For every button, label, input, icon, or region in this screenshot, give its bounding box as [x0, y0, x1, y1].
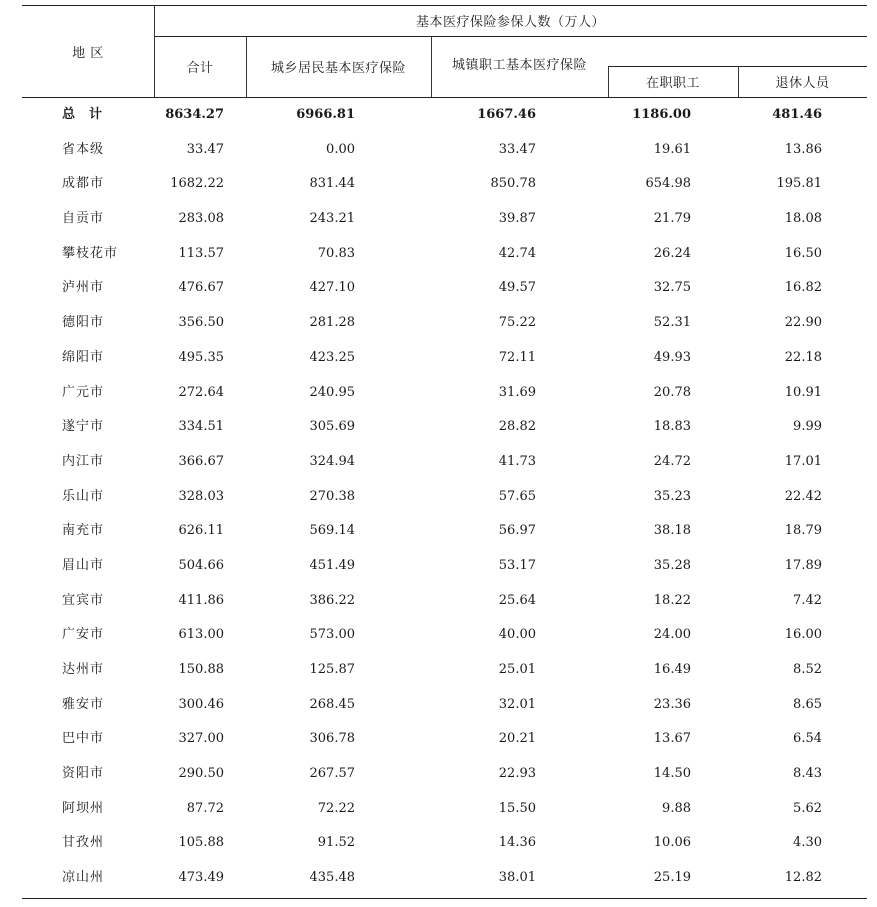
region-cell: 眉山市 [62, 557, 105, 573]
total-cell: 1682.22 [170, 176, 224, 192]
retired-cell: 195.81 [776, 176, 822, 192]
table-row [22, 792, 867, 827]
employee-cell: 57.65 [498, 488, 536, 504]
table-row [22, 376, 867, 411]
insurance-table [22, 0, 867, 907]
in-service-cell: 52.31 [653, 315, 691, 331]
urban-rural-cell: 91.52 [317, 835, 355, 851]
employee-cell: 33.47 [498, 141, 536, 157]
employee-cell: 42.74 [498, 245, 536, 261]
retired-cell: 17.89 [784, 557, 822, 573]
region-cell: 阿坝州 [62, 800, 105, 816]
urban-rural-cell: 324.94 [309, 453, 355, 469]
in-service-cell: 24.72 [653, 453, 691, 469]
retired-cell: 13.86 [784, 141, 822, 157]
urban-rural-cell: 305.69 [309, 419, 355, 435]
retired-cell: 12.82 [784, 870, 822, 886]
region-cell: 泸州市 [62, 280, 105, 296]
region-cell: 雅安市 [62, 696, 105, 712]
total-cell: 327.00 [178, 731, 224, 747]
table-row [22, 722, 867, 757]
urban-rural-cell: 427.10 [309, 280, 355, 296]
table-row [22, 480, 867, 515]
retired-cell: 8.65 [793, 696, 822, 712]
region-cell: 广安市 [62, 627, 105, 643]
urban-rural-cell: 125.87 [309, 662, 355, 677]
in-service-cell: 35.23 [653, 488, 691, 504]
total-cell: 334.51 [178, 419, 224, 435]
urban-rural-cell: 573.00 [309, 627, 355, 643]
retired-cell: 16.00 [784, 627, 822, 643]
employee-cell: 25.01 [498, 662, 536, 677]
employee-cell: 25.64 [498, 592, 536, 608]
in-service-cell: 32.75 [653, 280, 691, 296]
table-body [22, 98, 867, 896]
region-cell: 德阳市 [62, 315, 105, 331]
table-row [22, 514, 867, 549]
region-cell: 广元市 [62, 384, 105, 400]
retired-cell: 18.79 [784, 523, 822, 539]
region-cell: 自贡市 [62, 211, 105, 227]
table-row [22, 341, 867, 376]
region-cell: 巴中市 [62, 731, 105, 747]
in-service-cell: 38.18 [653, 523, 691, 539]
urban-rural-cell: 281.28 [309, 315, 355, 331]
employee-cell: 14.36 [498, 835, 536, 851]
table-row [22, 133, 867, 168]
urban-rural-cell: 268.45 [309, 696, 355, 712]
retired-cell: 22.18 [784, 349, 822, 365]
urban-rural-cell: 70.83 [317, 245, 355, 261]
urban-rural-cell: 569.14 [309, 523, 355, 539]
urban-rural-cell: 72.22 [317, 800, 355, 816]
employee-cell: 22.93 [498, 766, 536, 782]
employee-cell: 49.57 [498, 280, 536, 296]
region-cell: 攀枝花市 [62, 245, 119, 261]
retired-cell: 18.08 [784, 211, 822, 227]
in-service-cell: 20.78 [653, 384, 691, 400]
region-cell: 凉山州 [62, 870, 105, 886]
urban-rural-cell: 451.49 [309, 557, 355, 573]
retired-cell: 8.43 [793, 766, 822, 782]
retired-header: 退休人员 [775, 76, 830, 91]
urban-rural-cell: 386.22 [309, 592, 355, 608]
table-row [22, 271, 867, 306]
retired-cell: 481.46 [772, 107, 822, 122]
employee-cell: 56.97 [498, 523, 536, 539]
employee-cell: 32.01 [498, 696, 536, 712]
table-row [22, 826, 867, 861]
total-cell: 411.86 [178, 592, 224, 608]
in-service-cell: 18.83 [653, 419, 691, 435]
retired-cell: 16.50 [784, 245, 822, 261]
total-cell: 504.66 [178, 557, 224, 573]
region-cell: 资阳市 [62, 766, 105, 782]
urban-rural-cell: 240.95 [309, 384, 355, 400]
in-service-cell: 9.88 [662, 800, 691, 816]
employee-cell: 38.01 [498, 870, 536, 886]
urban-rural-cell: 423.25 [309, 349, 355, 365]
employee-cell: 41.73 [498, 453, 536, 469]
table-row [22, 688, 867, 723]
region-cell: 乐山市 [62, 488, 105, 504]
employee-cell: 15.50 [498, 800, 536, 816]
table-row [22, 549, 867, 584]
in-service-cell: 23.36 [653, 696, 691, 712]
total-cell: 495.35 [178, 349, 224, 365]
region-cell: 内江市 [62, 453, 105, 469]
employee-cell: 53.17 [498, 557, 536, 573]
in-service-cell: 1186.00 [632, 107, 691, 122]
total-cell: 300.46 [178, 696, 224, 712]
table-row [22, 618, 867, 653]
total-cell: 356.50 [178, 315, 224, 331]
urban-rural-cell: 435.48 [309, 870, 355, 886]
in-service-cell: 18.22 [653, 592, 691, 608]
employee-cell: 28.82 [498, 419, 536, 435]
urban-rural-header: 城乡居民基本医疗保险 [270, 61, 406, 76]
region-cell: 绵阳市 [62, 349, 105, 365]
employee-cell: 1667.46 [477, 107, 536, 122]
employee-cell: 31.69 [498, 384, 536, 400]
in-service-cell: 19.61 [653, 141, 691, 157]
in-service-cell: 24.00 [653, 627, 691, 643]
table-row [22, 584, 867, 619]
total-cell: 150.88 [178, 662, 224, 677]
region-cell: 总计 [62, 107, 117, 122]
in-service-cell: 21.79 [653, 211, 691, 227]
employee-cell: 850.78 [490, 176, 536, 192]
table-row [22, 202, 867, 237]
table-row [22, 757, 867, 792]
total-cell: 272.64 [178, 384, 224, 400]
employee-cell: 75.22 [498, 315, 536, 331]
region-cell: 宜宾市 [62, 592, 105, 608]
total-cell: 283.08 [178, 211, 224, 227]
table-row [22, 653, 867, 688]
retired-cell: 6.54 [793, 731, 822, 747]
region-cell: 遂宁市 [62, 419, 105, 435]
total-cell: 626.11 [178, 523, 224, 539]
region-cell: 成都市 [62, 176, 105, 192]
urban-rural-cell: 6966.81 [296, 107, 355, 122]
in-service-cell: 16.49 [653, 662, 691, 677]
region-cell: 南充市 [62, 523, 105, 539]
in-service-cell: 654.98 [645, 176, 691, 192]
total-row [22, 98, 867, 133]
urban-rural-cell: 270.38 [309, 488, 355, 504]
in-service-cell: 35.28 [653, 557, 691, 573]
total-cell: 366.67 [178, 453, 224, 469]
total-cell: 613.00 [178, 627, 224, 643]
retired-cell: 7.42 [793, 592, 822, 608]
total-cell: 113.57 [178, 245, 224, 261]
table-row [22, 861, 867, 896]
total-cell: 8634.27 [165, 107, 224, 122]
employee-cell: 72.11 [498, 349, 536, 365]
total-cell: 33.47 [186, 141, 224, 157]
total-cell: 473.49 [178, 870, 224, 886]
retired-cell: 5.62 [793, 800, 822, 816]
table-row [22, 445, 867, 480]
urban-rural-cell: 243.21 [309, 211, 355, 227]
retired-cell: 9.99 [793, 419, 822, 435]
urban-rural-cell: 306.78 [309, 731, 355, 747]
urban-rural-cell: 267.57 [309, 766, 355, 782]
employee-cell: 40.00 [498, 627, 536, 643]
table-row [22, 410, 867, 445]
total-cell: 476.67 [178, 280, 224, 296]
employee-header: 城镇职工基本医疗保险 [451, 58, 587, 73]
retired-cell: 8.52 [793, 662, 822, 677]
bottom-rule [22, 898, 867, 899]
total-cell: 328.03 [178, 488, 224, 504]
region-cell: 甘孜州 [62, 835, 105, 851]
total-cell: 105.88 [178, 835, 224, 851]
in-service-cell: 49.93 [653, 349, 691, 365]
in-service-cell: 26.24 [653, 245, 691, 261]
employee-cell: 20.21 [498, 731, 536, 747]
region-header: 地 区 [72, 45, 104, 61]
retired-cell: 22.90 [784, 315, 822, 331]
urban-rural-cell: 831.44 [309, 176, 355, 192]
retired-cell: 10.91 [784, 384, 822, 400]
retired-cell: 4.30 [793, 835, 822, 851]
table-row [22, 167, 867, 202]
in-service-cell: 10.06 [653, 835, 691, 851]
employee-cell: 39.87 [498, 211, 536, 227]
total-header: 合计 [186, 61, 214, 76]
total-cell: 290.50 [178, 766, 224, 782]
region-cell: 达州市 [62, 662, 105, 677]
region-cell: 省本级 [62, 141, 105, 157]
in-service-cell: 14.50 [653, 766, 691, 782]
retired-cell: 17.01 [784, 453, 822, 469]
in-service-cell: 25.19 [653, 870, 691, 886]
in-service-header: 在职职工 [645, 76, 700, 91]
group-header: 基本医疗保险参保人数（万人） [415, 15, 605, 30]
urban-rural-cell: 0.00 [326, 141, 355, 157]
total-cell: 87.72 [186, 800, 224, 816]
retired-cell: 22.42 [784, 488, 822, 504]
table-row [22, 237, 867, 272]
retired-cell: 16.82 [784, 280, 822, 296]
table-row [22, 306, 867, 341]
in-service-cell: 13.67 [653, 731, 691, 747]
